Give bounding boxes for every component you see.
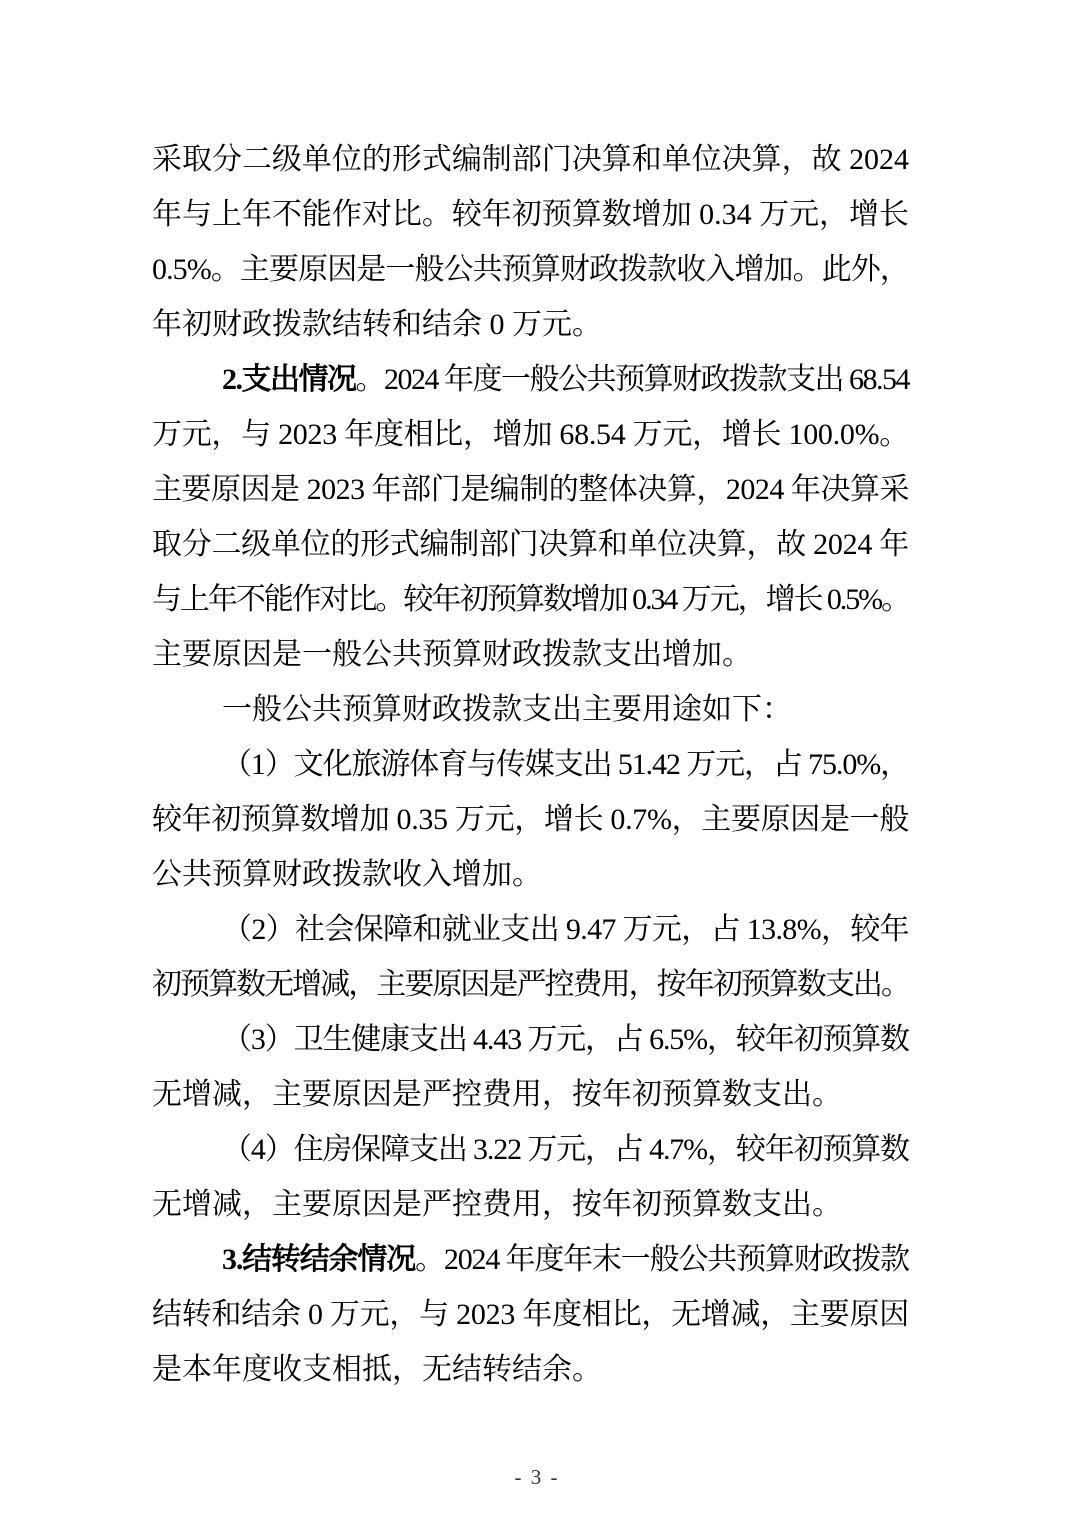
- text-line: [152, 352, 909, 407]
- text-line-content: [152, 1298, 909, 1331]
- text-line-content: [222, 1243, 909, 1276]
- text-line-content: [222, 1023, 909, 1056]
- paragraph-1: [152, 132, 909, 352]
- text-line: [152, 1342, 909, 1397]
- text-line: [152, 1177, 909, 1232]
- text-line-content: [152, 418, 909, 451]
- text-run: 无增减，主要原因是严控费用，按年初预算数支出。: [152, 1188, 842, 1221]
- text-run: 无增减，主要原因是严控费用，按年初预算数支出。: [152, 1078, 842, 1111]
- text-line-content: [152, 1353, 602, 1386]
- paragraph-2: [152, 352, 909, 682]
- text-line: [152, 187, 909, 242]
- text-line: [152, 737, 909, 792]
- text-run: 年初财政拨款结转和结余 0 万元。: [152, 308, 602, 341]
- text-line: [152, 407, 909, 462]
- text-line-content: [152, 968, 909, 1001]
- text-line-content: [152, 858, 542, 891]
- text-run: 初预算数无增减，主要原因是严控费用，按年初预算数支出。: [152, 968, 909, 1001]
- page-number: - 3 -: [514, 1465, 560, 1489]
- text-run: 采取分二级单位的形式编制部门决算和单位决算，故 2024: [152, 143, 909, 176]
- text-line-content: [152, 583, 909, 616]
- text-line-content: [152, 143, 909, 176]
- text-line: [152, 517, 909, 572]
- paragraph-6: [152, 1012, 909, 1122]
- bold-run: 3.结转结余情况: [222, 1243, 416, 1276]
- text-run: 主要原因是一般公共预算财政拨款支出增加。: [152, 638, 752, 671]
- text-run: 取分二级单位的形式编制部门决算和单位决算，故 2024 年: [152, 528, 909, 561]
- text-line-content: [152, 1188, 842, 1221]
- text-run: 公共预算财政拨款收入增加。: [152, 858, 542, 891]
- text-line-content: [152, 253, 909, 286]
- text-line-content: [152, 308, 602, 341]
- text-line: [152, 902, 909, 957]
- text-line: [152, 1012, 909, 1067]
- paragraph-7: [152, 1122, 909, 1232]
- text-line-content: [152, 528, 909, 561]
- text-line-content: [222, 693, 792, 726]
- text-line: [152, 572, 909, 627]
- paragraph-8: [152, 1232, 909, 1397]
- text-line-content: [222, 363, 909, 396]
- text-line: [152, 462, 909, 517]
- text-run: 与上年不能作对比。较年初预算数增加 0.34 万元，增长 0.5%。: [152, 583, 909, 616]
- text-line-content: [152, 638, 752, 671]
- text-run: （2）社会保障和就业支出 9.47 万元，占 13.8%，较年: [222, 913, 909, 946]
- text-run: 万元，与 2023 年度相比，增加 68.54 万元，增长 100.0%。: [152, 418, 909, 451]
- text-run: 0.5%。主要原因是一般公共预算财政拨款收入增加。此外，: [152, 253, 909, 286]
- text-line: [152, 132, 909, 187]
- text-line-content: [222, 913, 909, 946]
- text-line-content: [152, 1078, 842, 1111]
- text-line-content: [222, 1133, 909, 1166]
- text-line: [152, 792, 909, 847]
- text-run: （4）住房保障支出 3.22 万元，占 4.7%，较年初预算数: [222, 1133, 909, 1166]
- text-line: [152, 1122, 909, 1177]
- text-line-content: [152, 803, 909, 836]
- text-line: [152, 242, 909, 297]
- text-run: （1）文化旅游体育与传媒支出 51.42 万元，占 75.0%，: [222, 748, 909, 781]
- text-run: 是本年度收支相抵，无结转结余。: [152, 1353, 602, 1386]
- text-run: 。2024 年度年末一般公共预算财政拨款: [415, 1243, 910, 1276]
- text-line-content: [152, 473, 909, 506]
- document-body: [152, 132, 909, 1397]
- text-run: 一般公共预算财政拨款支出主要用途如下：: [222, 693, 792, 726]
- text-line: [152, 1067, 909, 1122]
- text-run: 结转和结余 0 万元，与 2023 年度相比，无增减，主要原因: [152, 1298, 909, 1331]
- paragraph-4: [152, 737, 909, 902]
- text-line: [152, 297, 909, 352]
- text-run: 较年初预算数增加 0.35 万元，增长 0.7%，主要原因是一般: [152, 803, 909, 836]
- text-line-content: [152, 198, 909, 231]
- text-run: 年与上年不能作对比。较年初预算数增加 0.34 万元，增长: [152, 198, 909, 231]
- text-line-content: [222, 748, 909, 781]
- text-line: [152, 957, 909, 1012]
- text-run: 主要原因是 2023 年部门是编制的整体决算，2024 年决算采: [152, 473, 909, 506]
- paragraph-5: [152, 902, 909, 1012]
- text-run: （3）卫生健康支出 4.43 万元，占 6.5%，较年初预算数: [222, 1023, 909, 1056]
- text-line: [152, 1287, 909, 1342]
- text-run: 。2024 年度一般公共预算财政拨款支出 68.54: [355, 363, 909, 396]
- paragraph-3: [152, 682, 909, 737]
- text-line: [152, 1232, 909, 1287]
- bold-run: 2.支出情况: [222, 363, 356, 396]
- text-line: [152, 847, 909, 902]
- text-line: [152, 682, 909, 737]
- text-line: [152, 627, 909, 682]
